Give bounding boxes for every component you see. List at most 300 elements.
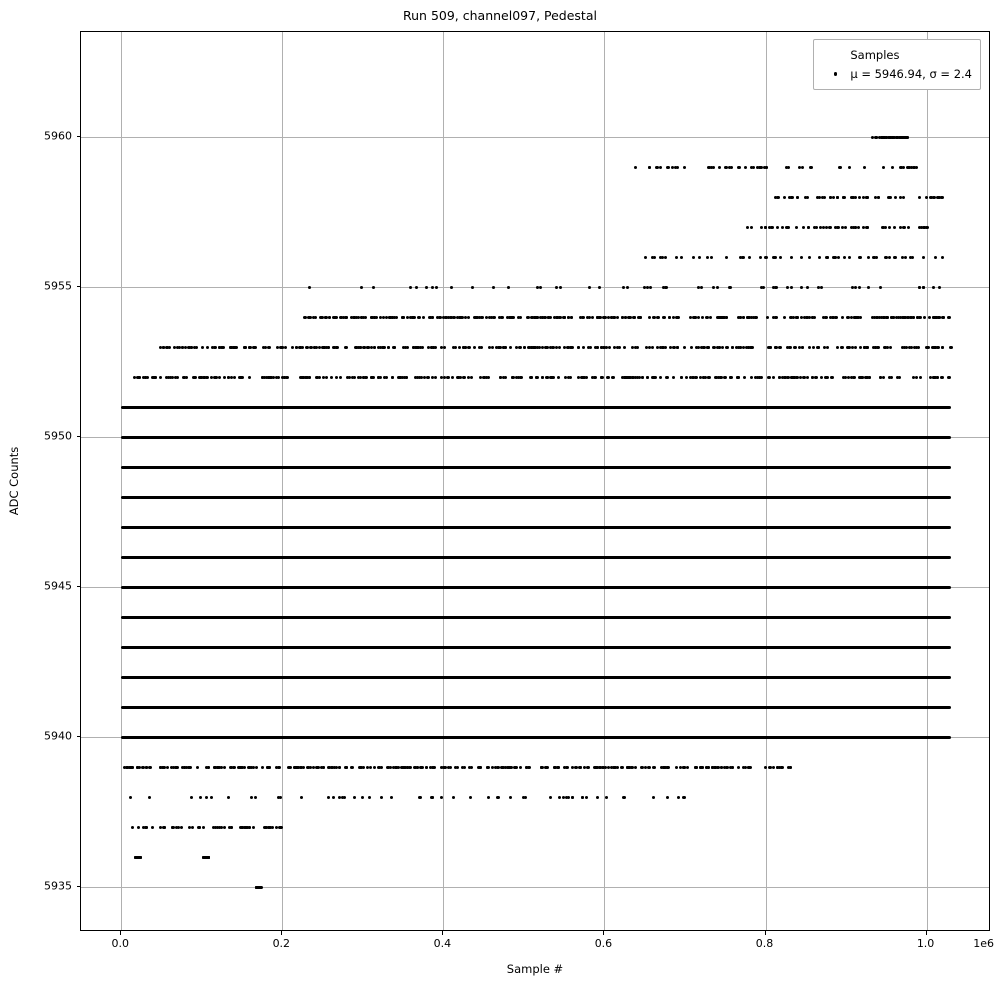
scatter-point: [714, 376, 717, 379]
scatter-point: [278, 766, 281, 769]
scatter-point: [545, 376, 548, 379]
scatter-point: [557, 376, 560, 379]
scatter-point: [871, 136, 874, 139]
scatter-point: [652, 316, 655, 319]
scatter-point: [373, 316, 376, 319]
scatter-point: [748, 256, 751, 259]
scatter-point: [404, 346, 407, 349]
scatter-point: [346, 376, 349, 379]
scatter-point: [623, 796, 626, 799]
scatter-point: [867, 286, 870, 289]
scatter-point: [279, 826, 282, 829]
scatter-point: [785, 226, 788, 229]
scatter-point: [169, 376, 172, 379]
scatter-point: [265, 826, 268, 829]
scatter-point: [515, 346, 518, 349]
scatter-point: [317, 766, 320, 769]
scatter-point: [377, 376, 380, 379]
scatter-point: [591, 316, 594, 319]
scatter-point: [701, 316, 704, 319]
scatter-point: [891, 166, 894, 169]
scatter-point: [857, 226, 860, 229]
scatter-point: [457, 376, 460, 379]
scatter-point: [893, 226, 896, 229]
scatter-point: [776, 226, 779, 229]
scatter-point: [175, 826, 178, 829]
scatter-point: [858, 376, 861, 379]
scatter-point: [293, 766, 296, 769]
scatter-point: [353, 376, 356, 379]
scatter-point: [210, 796, 213, 799]
scatter-point: [308, 376, 311, 379]
scatter-point: [800, 256, 803, 259]
scatter-point: [325, 376, 328, 379]
legend-entry-label: μ = 5946.94, σ = 2.4: [850, 66, 972, 81]
scatter-point: [918, 196, 921, 199]
scatter-point: [657, 316, 660, 319]
scatter-point: [752, 166, 755, 169]
scatter-point: [495, 346, 498, 349]
scatter-point: [701, 766, 704, 769]
scatter-point: [759, 166, 762, 169]
scatter-point: [238, 766, 241, 769]
scatter-point: [536, 316, 539, 319]
scatter-point: [874, 346, 877, 349]
scatter-point: [323, 346, 326, 349]
scatter-point: [651, 346, 654, 349]
scatter-point: [255, 766, 258, 769]
scatter-point: [345, 766, 348, 769]
scatter-point: [794, 346, 797, 349]
scatter-point: [854, 346, 857, 349]
scatter-point: [659, 166, 662, 169]
scatter-point: [393, 346, 396, 349]
scatter-point: [361, 796, 364, 799]
scatter-point: [671, 166, 674, 169]
scatter-point: [710, 256, 713, 259]
scatter-point: [601, 376, 604, 379]
gridline-vertical: [282, 32, 283, 930]
scatter-point: [336, 346, 339, 349]
scatter-band: [121, 436, 950, 439]
scatter-point: [418, 376, 421, 379]
scatter-point: [795, 376, 798, 379]
scatter-point: [605, 796, 608, 799]
scatter-point: [786, 286, 789, 289]
scatter-point: [327, 346, 330, 349]
scatter-point: [406, 316, 409, 319]
scatter-point: [800, 286, 803, 289]
scatter-point: [717, 766, 720, 769]
scatter-point: [564, 376, 567, 379]
scatter-point: [736, 376, 739, 379]
scatter-point: [811, 376, 814, 379]
scatter-point: [892, 316, 895, 319]
scatter-point: [277, 376, 280, 379]
scatter-point: [884, 256, 887, 259]
scatter-point: [315, 376, 318, 379]
legend: [813, 39, 981, 90]
scatter-point: [621, 316, 624, 319]
scatter-point: [515, 376, 518, 379]
scatter-point: [848, 166, 851, 169]
scatter-point: [940, 376, 943, 379]
scatter-point: [816, 346, 819, 349]
scatter-point: [180, 826, 183, 829]
scatter-point: [772, 766, 775, 769]
scatter-point: [602, 766, 605, 769]
scatter-point: [877, 346, 880, 349]
scatter-point: [634, 166, 637, 169]
scatter-point: [941, 256, 944, 259]
scatter-point: [846, 316, 849, 319]
scatter-point: [941, 196, 944, 199]
scatter-point: [585, 796, 588, 799]
scatter-band: [121, 736, 950, 739]
scatter-point: [694, 316, 697, 319]
scatter-point: [608, 346, 611, 349]
plot-area: [80, 31, 990, 931]
scatter-point: [527, 766, 530, 769]
scatter-point: [360, 286, 363, 289]
scatter-point: [610, 316, 613, 319]
legend-title-row: [822, 45, 972, 64]
scatter-point: [447, 376, 450, 379]
scatter-point: [223, 376, 226, 379]
scatter-point: [683, 796, 686, 799]
scatter-point: [588, 286, 591, 289]
scatter-point: [415, 286, 418, 289]
scatter-point: [151, 826, 154, 829]
scatter-point: [322, 766, 325, 769]
scatter-point: [692, 256, 695, 259]
scatter-point: [790, 256, 793, 259]
scatter-point: [567, 796, 570, 799]
scatter-point: [933, 316, 936, 319]
legend-marker-point: [822, 67, 848, 81]
scatter-point: [857, 316, 860, 319]
scatter-point: [789, 766, 792, 769]
scatter-point: [149, 766, 152, 769]
scatter-point: [196, 766, 199, 769]
scatter-point: [627, 766, 630, 769]
scatter-point: [414, 376, 417, 379]
scatter-point: [233, 766, 236, 769]
scatter-point: [142, 376, 145, 379]
scatter-point: [835, 316, 838, 319]
scatter-point: [750, 166, 753, 169]
scatter-point: [218, 826, 221, 829]
scatter-point: [879, 286, 882, 289]
scatter-point: [646, 376, 649, 379]
scatter-point: [212, 826, 215, 829]
scatter-point: [808, 256, 811, 259]
scatter-point: [746, 226, 749, 229]
scatter-point: [408, 766, 411, 769]
scatter-point: [947, 316, 950, 319]
scatter-point: [587, 346, 590, 349]
scatter-point: [427, 346, 430, 349]
scatter-point: [411, 316, 414, 319]
scatter-point: [765, 256, 768, 259]
legend-title: Samples: [850, 47, 900, 62]
y-tick-label: 5955: [44, 279, 72, 293]
x-tick-label: 1.0: [916, 937, 935, 950]
scatter-point: [585, 376, 588, 379]
scatter-point: [895, 316, 898, 319]
scatter-point: [596, 316, 599, 319]
scatter-point: [291, 346, 294, 349]
scatter-point: [698, 256, 701, 259]
scatter-point: [338, 766, 341, 769]
scatter-point: [926, 346, 929, 349]
scatter-point: [549, 376, 552, 379]
scatter-point: [922, 286, 925, 289]
scatter-point: [519, 346, 522, 349]
scatter-point: [223, 826, 226, 829]
scatter-point: [813, 316, 816, 319]
scatter-point: [781, 226, 784, 229]
scatter-point: [532, 346, 535, 349]
scatter-point: [858, 286, 861, 289]
scatter-point: [923, 226, 926, 229]
scatter-point: [834, 226, 837, 229]
scatter-point: [210, 376, 213, 379]
scatter-point: [551, 346, 554, 349]
scatter-point: [218, 346, 221, 349]
scatter-point: [948, 376, 951, 379]
scatter-point: [418, 316, 421, 319]
scatter-point: [480, 346, 483, 349]
scatter-point: [904, 256, 907, 259]
scatter-point: [883, 136, 886, 139]
scatter-point: [923, 316, 926, 319]
scatter-point: [889, 196, 892, 199]
scatter-point: [702, 346, 705, 349]
scatter-point: [330, 376, 333, 379]
scatter-point: [451, 376, 454, 379]
scatter-point: [723, 766, 726, 769]
scatter-point: [634, 766, 637, 769]
scatter-band: [121, 706, 950, 709]
scatter-point: [544, 346, 547, 349]
x-tick-label: 0.0: [111, 937, 129, 950]
scatter-point: [802, 226, 805, 229]
scatter-point: [593, 376, 596, 379]
scatter-point: [790, 286, 793, 289]
scatter-point: [826, 376, 829, 379]
scatter-point: [378, 766, 381, 769]
scatter-point: [286, 376, 289, 379]
scatter-point: [353, 796, 356, 799]
scatter-point: [267, 766, 270, 769]
scatter-point: [803, 316, 806, 319]
scatter-point: [623, 346, 626, 349]
scatter-point: [129, 796, 132, 799]
scatter-point: [865, 196, 868, 199]
scatter-point: [302, 376, 305, 379]
x-tick-mark: [765, 931, 766, 935]
scatter-point: [815, 376, 818, 379]
scatter-point: [327, 796, 330, 799]
scatter-point: [842, 376, 845, 379]
scatter-point: [663, 316, 666, 319]
scatter-point: [664, 256, 667, 259]
scatter-point: [598, 286, 601, 289]
scatter-point: [902, 196, 905, 199]
scatter-point: [685, 376, 688, 379]
scatter-point: [145, 826, 148, 829]
scatter-point: [154, 376, 157, 379]
scatter-point: [773, 256, 776, 259]
scatter-point: [541, 376, 544, 379]
scatter-point: [603, 316, 606, 319]
scatter-point: [818, 196, 821, 199]
scatter-point: [248, 376, 251, 379]
scatter-point: [520, 376, 523, 379]
x-tick-mark: [926, 931, 927, 935]
chart-title: Run 509, channel097, Pedestal: [403, 8, 597, 23]
scatter-point: [912, 316, 915, 319]
scatter-band: [121, 556, 950, 559]
scatter-point: [622, 286, 625, 289]
scatter-point: [306, 376, 309, 379]
scatter-point: [911, 256, 914, 259]
scatter-point: [873, 316, 876, 319]
scatter-point: [643, 286, 646, 289]
scatter-point: [616, 316, 619, 319]
y-tick-label: 5935: [44, 879, 72, 893]
scatter-point: [578, 766, 581, 769]
scatter-point: [471, 286, 474, 289]
scatter-point: [343, 796, 346, 799]
scatter-point: [138, 376, 141, 379]
y-tick-mark: [77, 586, 81, 587]
scatter-point: [813, 226, 816, 229]
scatter-point: [213, 766, 216, 769]
scatter-point: [523, 346, 526, 349]
scatter-point: [823, 346, 826, 349]
scatter-point: [366, 766, 369, 769]
scatter-point: [787, 166, 790, 169]
scatter-point: [440, 796, 443, 799]
scatter-point: [554, 766, 557, 769]
scatter-point: [836, 346, 839, 349]
scatter-point: [795, 226, 798, 229]
scatter-point: [888, 226, 891, 229]
scatter-point: [934, 256, 937, 259]
scatter-point: [888, 376, 891, 379]
scatter-point: [806, 196, 809, 199]
scatter-point: [575, 766, 578, 769]
scatter-point: [517, 316, 520, 319]
scatter-point: [641, 376, 644, 379]
scatter-point: [339, 376, 342, 379]
scatter-point: [611, 376, 614, 379]
scatter-point: [357, 376, 360, 379]
scatter-point: [789, 346, 792, 349]
scatter-point: [686, 766, 689, 769]
scatter-point: [884, 346, 887, 349]
scatter-point: [166, 766, 169, 769]
scatter-point: [458, 346, 461, 349]
scatter-point: [795, 316, 798, 319]
scatter-point: [916, 316, 919, 319]
scatter-point: [434, 376, 437, 379]
x-tick-label: 0.4: [433, 937, 452, 950]
scatter-point: [417, 346, 420, 349]
scatter-point: [888, 136, 891, 139]
scatter-point: [706, 256, 709, 259]
gridline-vertical: [121, 32, 122, 930]
scatter-point: [524, 796, 527, 799]
scatter-point: [403, 766, 406, 769]
scatter-point: [750, 376, 753, 379]
scatter-point: [724, 376, 727, 379]
scatter-point: [725, 256, 728, 259]
scatter-point: [768, 766, 771, 769]
scatter-point: [284, 346, 287, 349]
scatter-point: [672, 346, 675, 349]
scatter-point: [440, 376, 443, 379]
scatter-point: [806, 376, 809, 379]
scatter-point: [679, 766, 682, 769]
scatter-point: [653, 256, 656, 259]
scatter-point: [712, 286, 715, 289]
scatter-point: [345, 346, 348, 349]
scatter-point: [362, 766, 365, 769]
scatter-point: [252, 826, 255, 829]
scatter-point: [866, 346, 869, 349]
scatter-point: [666, 766, 669, 769]
scatter-point: [159, 376, 162, 379]
scatter-point: [725, 346, 728, 349]
scatter-point: [456, 316, 459, 319]
gridline-vertical: [927, 32, 928, 930]
scatter-point: [431, 316, 434, 319]
scatter-point: [403, 376, 406, 379]
scatter-point: [707, 376, 710, 379]
scatter-point: [248, 766, 251, 769]
scatter-point: [454, 766, 457, 769]
scatter-point: [409, 286, 412, 289]
scatter-point: [858, 196, 861, 199]
scatter-point: [205, 766, 208, 769]
scatter-point: [570, 316, 573, 319]
scatter-point: [402, 316, 405, 319]
scatter-point: [530, 376, 533, 379]
scatter-point: [431, 796, 434, 799]
scatter-point: [843, 196, 846, 199]
scatter-point: [907, 166, 910, 169]
scatter-point: [941, 346, 944, 349]
scatter-point: [859, 346, 862, 349]
scatter-point: [636, 346, 639, 349]
scatter-point: [731, 346, 734, 349]
scatter-point: [889, 346, 892, 349]
scatter-point: [915, 346, 918, 349]
scatter-point: [307, 316, 310, 319]
scatter-point: [709, 316, 712, 319]
scatter-point: [463, 376, 466, 379]
scatter-point: [747, 316, 750, 319]
scatter-point: [823, 196, 826, 199]
scatter-point: [720, 376, 723, 379]
scatter-point: [198, 826, 201, 829]
scatter-point: [502, 376, 505, 379]
scatter-point: [449, 766, 452, 769]
scatter-point: [165, 346, 168, 349]
